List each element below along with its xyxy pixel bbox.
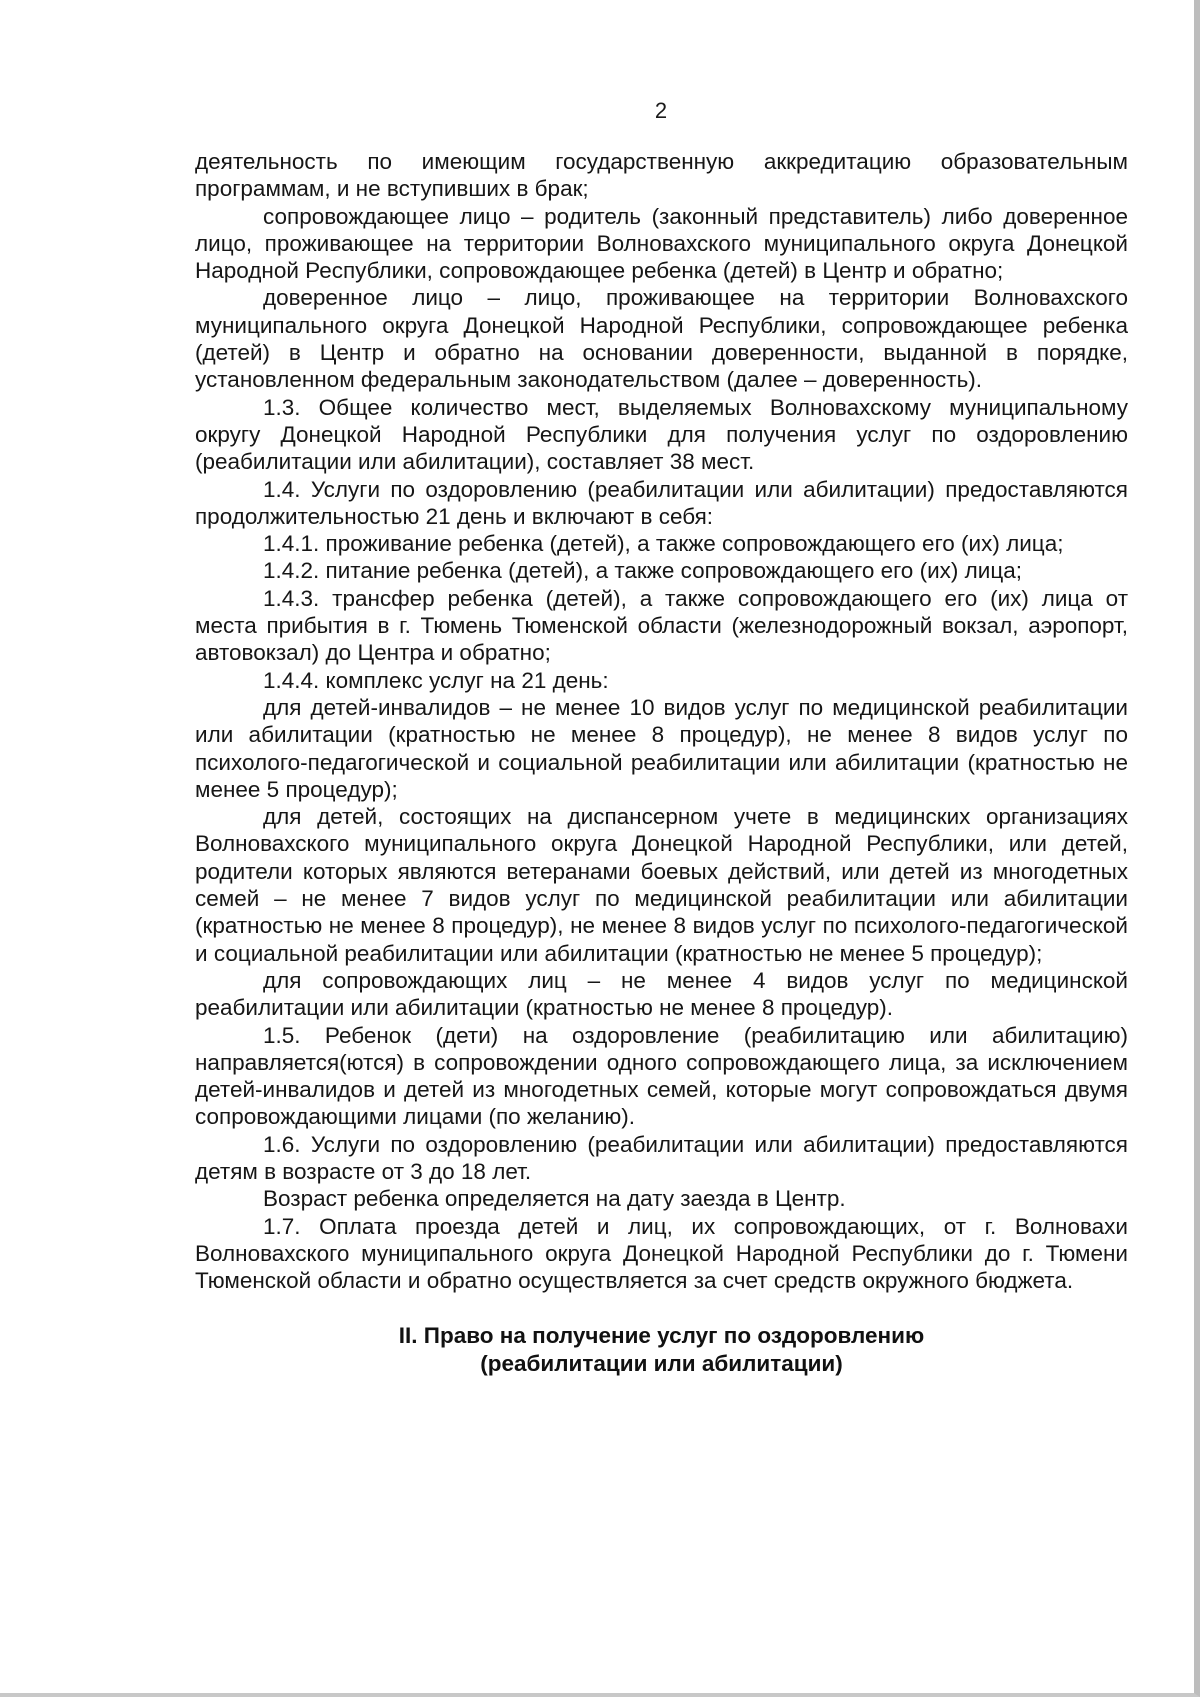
paragraph: 1.7. Оплата проезда детей и лиц, их сопровождающих, от г. Волновахи Волновахского муниципального округа Донецкой Народной Республики до г. Тюмени Тюменской области и обратно осуществляется за счет средств окружного бюджета. — [195, 1213, 1128, 1294]
paragraph: сопровождающее лицо – родитель (законный представитель) либо доверенное лицо, проживающее на территории Волновахского муниципального округа Донецкой Народной Республики, сопровождающее ребенка (детей) в Центр и обратно; — [195, 203, 1128, 284]
paragraph: для сопровождающих лиц – не менее 4 видов услуг по медицинской реабилитации или абилитации (кратностью не менее 8 процедур). — [195, 967, 1128, 1021]
paragraph: 1.4.2. питание ребенка (детей), а также сопровождающего его (их) лица; — [263, 558, 1022, 584]
paragraph: для детей-инвалидов – не менее 10 видов услуг по медицинской реабилитации или абилитации (кратностью не менее 8 процедур), не менее 8 видов услуг по психолого-педагогической и социальной реабилитации или абилитации (кратностью не менее 5 процедур); — [195, 694, 1128, 802]
section-heading — [195, 1322, 1128, 1378]
section-heading-line: II. Право на получение услуг по оздоровлению — [398, 1323, 925, 1349]
section-heading-line: (реабилитации или абилитации) — [480, 1351, 843, 1377]
paragraph: 1.4.1. проживание ребенка (детей), а также сопровождающего его (их) лица; — [263, 531, 1064, 557]
paragraph: 1.4.3. трансфер ребенка (детей), а также сопровождающего его (их) лица от места прибытия в г. Тюмень Тюменской области (железнодорожный вокзал, аэропорт, автовокзал) до Центра и обратно; — [195, 585, 1128, 666]
document-body — [195, 148, 1128, 1378]
paragraph: 1.4. Услуги по оздоровлению (реабилитации или абилитации) предоставляются продолжительностью 21 день и включают в себя: — [195, 476, 1128, 529]
paragraph: для детей, состоящих на диспансерном учете в медицинских организациях Волновахского муниципального округа Донецкой Народной Республики, или детей, родители которых являются ветеранами боевых действий, или детей из многодетных семей – не менее 7 видов услуг по медицинской реабилитации или абилитации (кратностью не менее 8 процедур), не менее 8 видов услуг по психолого-педагогической и социальной реабилитации или абилитации (кратностью не менее 5 процедур); — [195, 804, 1128, 966]
paragraph: 1.5. Ребенок (дети) на оздоровление (реабилитацию или абилитацию) направляется(ются) в сопровождении одного сопровождающего лица, за исключением детей-инвалидов и детей из многодетных семей, которые могут сопровождаться двумя сопровождающими лицами (по желанию). — [195, 1022, 1128, 1130]
paragraph: 1.4.4. комплекс услуг на 21 день: — [263, 667, 609, 693]
paragraph: деятельность по имеющим государственную аккредитацию образовательным программам, и не вступивших в брак; — [195, 149, 1128, 202]
page-number: 2 — [654, 98, 668, 123]
paragraph: Возраст ребенка определяется на дату заезда в Центр. — [263, 1186, 846, 1212]
paragraph: 1.3. Общее количество мест, выделяемых Волновахскому муниципальному округу Донецкой Народной Республики для получения услуг по оздоровлению (реабилитации или абилитации), составляет 38 мест. — [195, 394, 1128, 475]
paragraph: 1.6. Услуги по оздоровлению (реабилитации или абилитации) предоставляются детям в возрасте от 3 до 18 лет. — [195, 1131, 1128, 1184]
paragraph: доверенное лицо – лицо, проживающее на территории Волновахского муниципального округа Донецкой Народной Республики, сопровождающее ребенка (детей) в Центр и обратно на основании доверенности, выданной в порядке, установленном федеральным законодательством (далее – доверенность). — [195, 285, 1128, 393]
